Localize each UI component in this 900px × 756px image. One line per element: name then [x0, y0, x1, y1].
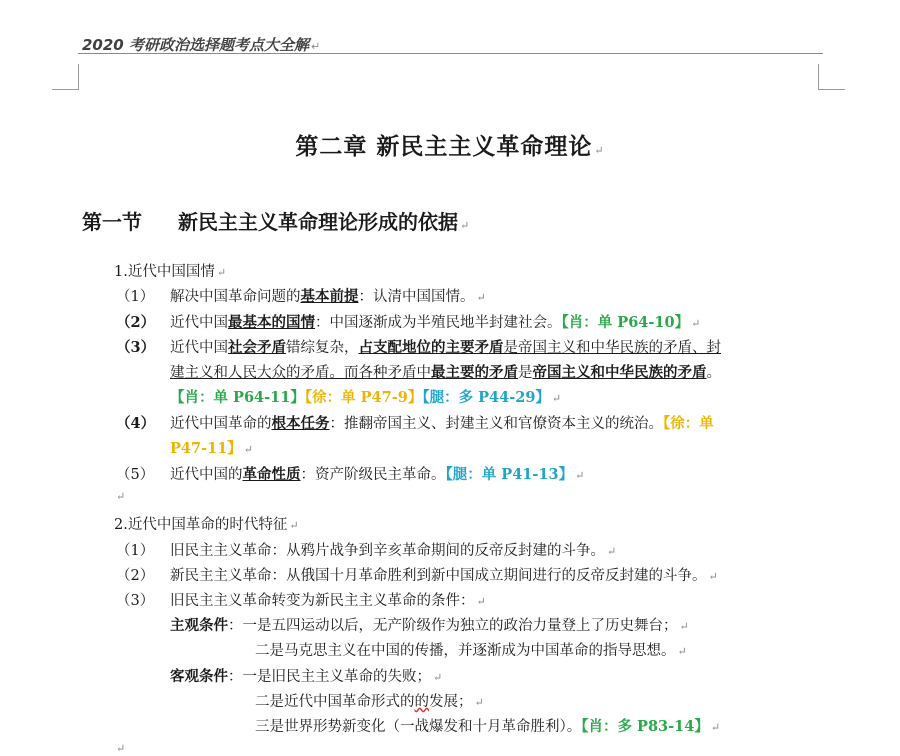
- paragraph-mark: ↵: [594, 144, 605, 157]
- paragraph-mark: ↵: [289, 519, 299, 532]
- crop-mark-left: [52, 64, 79, 90]
- paragraph-mark: ↵: [243, 443, 253, 456]
- paragraph-mark: ↵: [575, 469, 585, 482]
- item-number: （2）: [116, 314, 156, 331]
- reference-tag: 【徐：单: [663, 415, 714, 432]
- paragraph-mark: ↵: [474, 696, 484, 709]
- item-number: （5）: [116, 467, 155, 483]
- paragraph-mark: ↵: [433, 671, 443, 684]
- empty-paragraph: [114, 488, 125, 504]
- subjective-label: 主观条件: [170, 617, 228, 634]
- paragraph-mark: ↵: [460, 219, 470, 232]
- paragraph-mark: ↵: [677, 645, 687, 658]
- spellcheck-flag: 的: [414, 694, 429, 710]
- paragraph-mark: ↵: [708, 570, 718, 583]
- list-item-continuation: 建主义和人民大众的矛盾。而各种矛盾中最主要的矛盾是帝国主义和中华民族的矛盾。: [170, 364, 721, 381]
- item-number: （1）: [116, 289, 155, 305]
- reference-tag: 【肖：多 P83-14】: [581, 718, 709, 735]
- paragraph-mark: ↵: [710, 721, 721, 734]
- item-number: （2）: [116, 568, 155, 584]
- item-number: （3）: [116, 593, 155, 609]
- list-item: 旧民主主义革命：从鸦片战争到辛亥革命期间的反帝反封建的斗争。 ↵: [170, 543, 617, 559]
- key-term: 革命性质: [242, 466, 301, 483]
- list-item: 新民主主义革命：从俄国十月革命胜利到新中国成立期间进行的反帝反封建的斗争。 ↵: [170, 568, 718, 584]
- list-item: 旧民主主义革命转变为新民主主义革命的条件： ↵: [170, 593, 486, 609]
- empty-paragraph: [114, 740, 125, 756]
- item-number: （1）: [116, 543, 155, 559]
- key-term: 占支配地位的主要矛盾: [358, 339, 504, 356]
- crop-mark-right: [818, 64, 845, 90]
- list-item: 近代中国最基本的国情：中国逐渐成为半殖民地半封建社会。【肖：单 P64-10】 ↵: [170, 314, 701, 331]
- list-item: 近代中国革命的根本任务：推翻帝国主义、封建主义和官僚资本主义的统治。【徐：单: [170, 415, 714, 432]
- key-term: 基本前提: [300, 288, 359, 305]
- key-term: 最基本的国情: [228, 314, 315, 331]
- key-term: 最主要的矛盾: [431, 364, 518, 381]
- paragraph-mark: ↵: [551, 392, 562, 405]
- reference-tag: 【肖：单 P64-11】: [170, 389, 305, 406]
- key-term: 帝国主义和中华民族的矛盾: [532, 364, 707, 381]
- objective-condition-1: 客观条件：一是旧民主主义革命的失败； ↵: [170, 668, 443, 685]
- chapter-title: 第二章 新民主主义革命理论 ↵: [295, 133, 605, 160]
- objective-label: 客观条件: [170, 668, 228, 685]
- document-header-title: 2020 考研政治选择题考点大全解 ↵: [82, 36, 321, 54]
- list-item: 近代中国社会矛盾错综复杂，占支配地位的主要矛盾是帝国主义和中华民族的矛盾、封: [170, 339, 721, 356]
- reference-tag: P47-11】: [170, 440, 242, 457]
- key-term: 根本任务: [271, 415, 330, 432]
- section-name: 新民主主义革命理论形成的依据: [178, 210, 458, 234]
- list-item-continuation: [170, 437, 253, 458]
- paragraph-mark: ↵: [116, 490, 126, 503]
- paragraph-mark: ↵: [216, 266, 227, 279]
- paragraph-mark: ↵: [310, 40, 321, 53]
- part2-heading: 2.近代中国革命的时代特征 ↵: [114, 517, 299, 533]
- list-item: 解决中国革命问题的基本前提：认清中国国情。 ↵: [170, 288, 486, 305]
- section-title: [82, 206, 469, 235]
- item-number: （3）: [116, 339, 156, 356]
- reference-tag: 【腿：多 P44-29】: [422, 389, 550, 406]
- paragraph-mark: ↵: [691, 317, 701, 330]
- paragraph-mark: ↵: [679, 620, 689, 633]
- paragraph-mark: ↵: [476, 595, 486, 608]
- objective-condition-2: 二是近代中国革命形式的的发展； ↵: [255, 694, 484, 710]
- list-item: 近代中国的革命性质：资产阶级民主革命。【腿：单 P41-13】 ↵: [170, 466, 585, 483]
- objective-condition-3: 三是世界形势新变化（一战爆发和十月革命胜利）。【肖：多 P83-14】 ↵: [255, 718, 721, 735]
- paragraph-mark: ↵: [476, 291, 486, 304]
- reference-tags: [170, 386, 561, 407]
- item-number: （4）: [116, 415, 156, 432]
- subjective-condition-1: 主观条件：一是五四运动以后，无产阶级作为独立的政治力量登上了历史舞台； ↵: [170, 617, 689, 634]
- paragraph-mark: ↵: [116, 742, 126, 755]
- header-rule: [78, 53, 823, 54]
- part1-heading: 1.近代中国国情 ↵: [114, 264, 227, 280]
- paragraph-mark: ↵: [607, 545, 617, 558]
- reference-tag: 【肖：单 P64-10】: [561, 314, 690, 331]
- section-label: 第一节: [82, 210, 142, 234]
- reference-tag: 【徐：单 P47-9】: [304, 389, 423, 406]
- key-term: 社会矛盾: [228, 339, 286, 356]
- reference-tag: 【腿：单 P41-13】: [445, 466, 574, 483]
- subjective-condition-2: 二是马克思主义在中国的传播，并逐渐成为中国革命的指导思想。 ↵: [255, 643, 687, 659]
